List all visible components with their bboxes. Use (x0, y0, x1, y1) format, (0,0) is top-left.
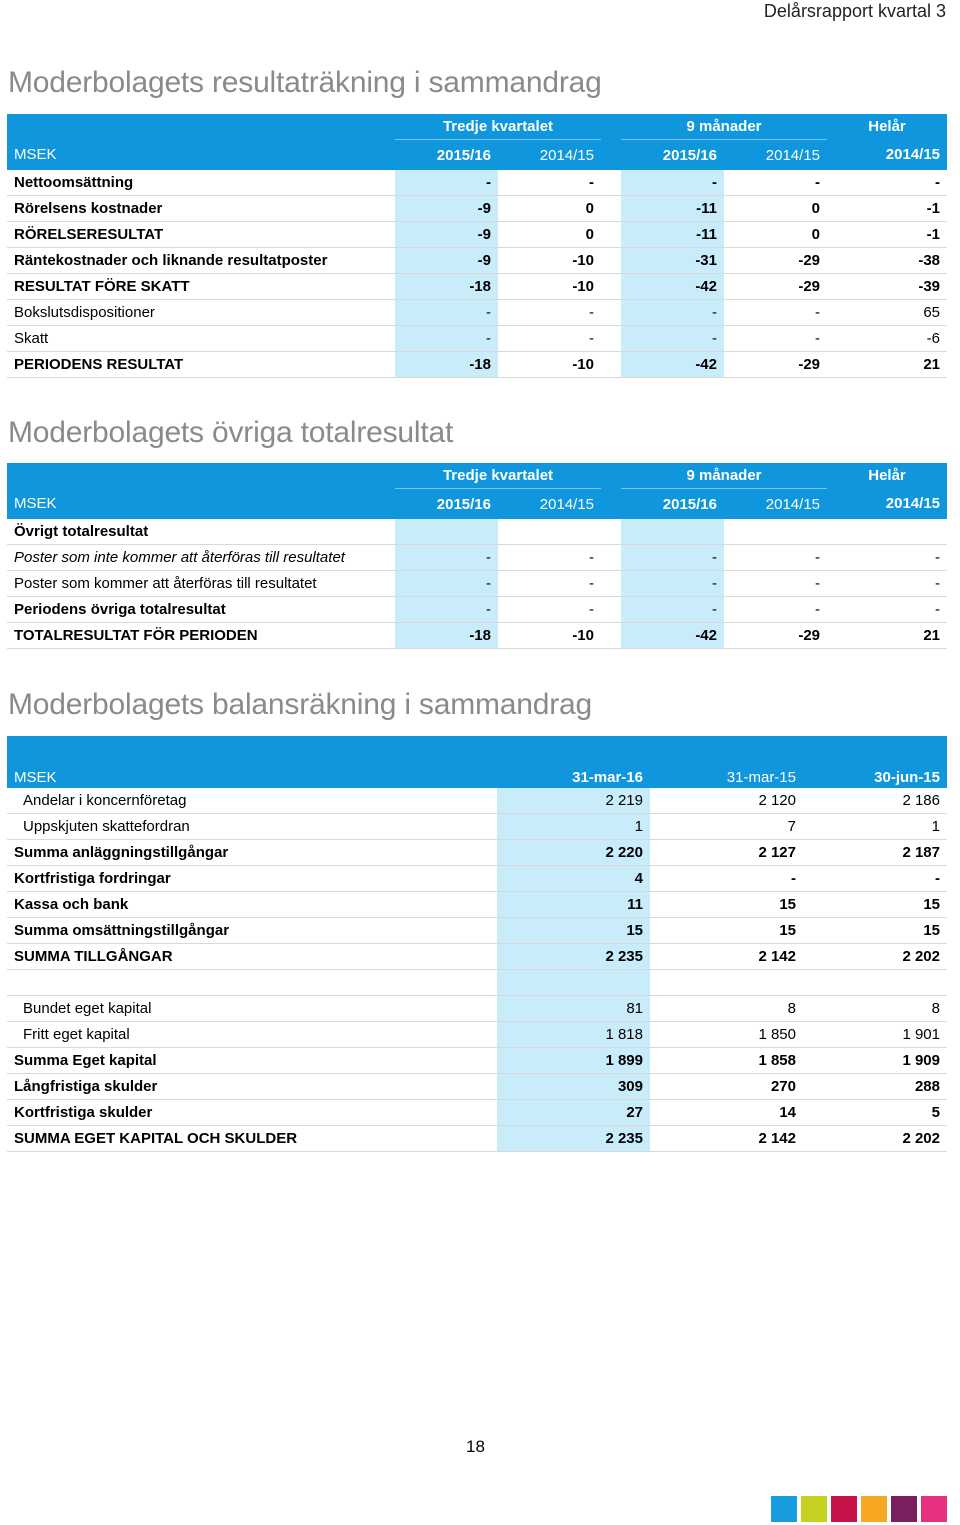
value-cell: - (395, 300, 498, 326)
value-cell: 1 (497, 814, 650, 840)
value-cell: 309 (497, 1074, 650, 1100)
row-label: Summa anläggningstillgångar (7, 840, 497, 866)
value-cell (621, 519, 724, 545)
blank-cell (601, 300, 621, 326)
value-cell: 4 (497, 866, 650, 892)
table-row (7, 840, 947, 866)
value-cell: -1 (827, 196, 947, 222)
row-label: Poster som inte kommer att återföras till resultatet (7, 545, 395, 571)
table-row (7, 866, 947, 892)
table-row (7, 996, 947, 1022)
income-group-row (7, 114, 947, 140)
value-cell: 65 (827, 300, 947, 326)
value-cell: -9 (395, 196, 498, 222)
value-cell: - (827, 545, 947, 571)
comprehensive-year-row (7, 489, 947, 520)
table-row (7, 545, 947, 571)
value-cell: - (395, 545, 498, 571)
value-cell: 0 (498, 196, 601, 222)
row-label: Kortfristiga fordringar (7, 866, 497, 892)
value-cell: -10 (498, 248, 601, 274)
blank-cell (650, 970, 803, 996)
table-row (7, 788, 947, 814)
value-cell: 15 (803, 918, 947, 944)
value-cell: -11 (621, 196, 724, 222)
blank-cell (601, 463, 621, 489)
row-label: Kassa och bank (7, 892, 497, 918)
blank-cell (601, 170, 621, 196)
value-cell: - (724, 571, 827, 597)
table-row (7, 1126, 947, 1152)
value-cell: 2 186 (803, 788, 947, 814)
value-cell: -9 (395, 222, 498, 248)
table-row (7, 170, 947, 196)
year-header: 2015/16 (395, 489, 498, 520)
blank-cell (7, 114, 395, 140)
row-label: RÖRELSERESULTAT (7, 222, 395, 248)
table-row (7, 1074, 947, 1100)
value-cell: 2 220 (497, 840, 650, 866)
value-cell: - (621, 545, 724, 571)
value-cell: - (650, 866, 803, 892)
unit-label: MSEK (7, 489, 395, 520)
balance-title: Moderbolagets balansräkning i sammandrag (8, 688, 593, 721)
row-label: Poster som kommer att återföras till resultatet (7, 571, 395, 597)
blank-cell (601, 519, 621, 545)
blank-cell (601, 545, 621, 571)
comprehensive-title: Moderbolagets övriga totalresultat (8, 416, 454, 449)
value-cell: - (621, 597, 724, 623)
brand-color-squares (771, 1496, 947, 1522)
blank-cell (601, 352, 621, 378)
value-cell: -42 (621, 352, 724, 378)
report-header: Delårsrapport kvartal 3 (763, 1, 946, 21)
year-header: 2015/16 (621, 489, 724, 520)
value-cell: -6 (827, 326, 947, 352)
value-cell: 7 (650, 814, 803, 840)
unit-label: MSEK (7, 736, 497, 788)
value-cell: -18 (395, 352, 498, 378)
table-row (7, 1100, 947, 1126)
row-label: Fritt eget kapital (7, 1022, 497, 1048)
row-label: PERIODENS RESULTAT (7, 352, 395, 378)
value-cell: -39 (827, 274, 947, 300)
unit-label: MSEK (7, 140, 395, 171)
row-label: Övrigt totalresultat (7, 519, 395, 545)
row-label: Periodens övriga totalresultat (7, 597, 395, 623)
value-cell: -31 (621, 248, 724, 274)
value-cell: 2 142 (650, 944, 803, 970)
income-table (7, 114, 947, 378)
group-header: Helår (827, 463, 947, 489)
value-cell: 5 (803, 1100, 947, 1126)
value-cell: 0 (724, 222, 827, 248)
value-cell: 8 (650, 996, 803, 1022)
value-cell (724, 519, 827, 545)
value-cell: - (827, 597, 947, 623)
year-header: 2015/16 (621, 140, 724, 171)
value-cell: -42 (621, 623, 724, 649)
value-cell: - (498, 571, 601, 597)
blank-cell (601, 222, 621, 248)
row-label: Andelar i koncernföretag (7, 788, 497, 814)
blank-cell (601, 489, 621, 520)
blank-cell (601, 623, 621, 649)
value-cell: 1 818 (497, 1022, 650, 1048)
table-row (7, 892, 947, 918)
row-label: TOTALRESULTAT FÖR PERIODEN (7, 623, 395, 649)
row-label: Långfristiga skulder (7, 1074, 497, 1100)
row-label: RESULTAT FÖRE SKATT (7, 274, 395, 300)
value-cell: -29 (724, 274, 827, 300)
value-cell: 15 (650, 892, 803, 918)
table-row (7, 274, 947, 300)
brand-square (771, 1496, 797, 1522)
date-header: 30-jun-15 (803, 736, 947, 788)
group-header: 9 månader (621, 114, 827, 140)
blank-cell (601, 326, 621, 352)
value-cell: 1 850 (650, 1022, 803, 1048)
row-label: Räntekostnader och liknande resultatposter (7, 248, 395, 274)
value-cell: - (724, 545, 827, 571)
value-cell: -29 (724, 623, 827, 649)
value-cell: 21 (827, 623, 947, 649)
value-cell: 0 (498, 222, 601, 248)
brand-square (801, 1496, 827, 1522)
table-row (7, 196, 947, 222)
blank-cell (803, 970, 947, 996)
value-cell: 2 120 (650, 788, 803, 814)
row-label: Skatt (7, 326, 395, 352)
value-cell: 15 (497, 918, 650, 944)
value-cell: 8 (803, 996, 947, 1022)
value-cell: - (498, 545, 601, 571)
table-row (7, 248, 947, 274)
balance-header-row (7, 736, 947, 788)
year-header: 2015/16 (395, 140, 498, 171)
value-cell: - (621, 326, 724, 352)
blank-cell (601, 196, 621, 222)
value-cell: -18 (395, 623, 498, 649)
year-header: 2014/15 (827, 140, 947, 171)
blank-cell (601, 571, 621, 597)
value-cell: - (724, 300, 827, 326)
value-cell: -29 (724, 352, 827, 378)
value-cell: - (395, 597, 498, 623)
income-year-row (7, 140, 947, 171)
income-title: Moderbolagets resultaträkning i sammandrag (8, 66, 602, 99)
comprehensive-table (7, 463, 947, 649)
year-header: 2014/15 (827, 489, 947, 520)
value-cell: - (621, 170, 724, 196)
value-cell: 0 (724, 196, 827, 222)
blank-cell (601, 274, 621, 300)
page-number: 18 (466, 1437, 485, 1456)
value-cell: -11 (621, 222, 724, 248)
table-row (7, 944, 947, 970)
table-row (7, 519, 947, 545)
value-cell: - (724, 170, 827, 196)
balance-table (7, 736, 947, 1152)
row-label: Bokslutsdispositioner (7, 300, 395, 326)
year-header: 2014/15 (498, 140, 601, 171)
table-row (7, 222, 947, 248)
value-cell: 2 219 (497, 788, 650, 814)
value-cell: 2 142 (650, 1126, 803, 1152)
value-cell: 15 (803, 892, 947, 918)
table-row (7, 1048, 947, 1074)
table-row (7, 300, 947, 326)
spacer-row (7, 970, 947, 996)
blank-cell (601, 597, 621, 623)
blank-cell (497, 970, 650, 996)
row-label: Rörelsens kostnader (7, 196, 395, 222)
value-cell: 1 (803, 814, 947, 840)
year-header: 2014/15 (498, 489, 601, 520)
value-cell: -10 (498, 623, 601, 649)
row-label: Summa omsättningstillgångar (7, 918, 497, 944)
table-row (7, 623, 947, 649)
value-cell: -29 (724, 248, 827, 274)
value-cell: 1 858 (650, 1048, 803, 1074)
row-label: Nettoomsättning (7, 170, 395, 196)
year-header: 2014/15 (724, 140, 827, 171)
table-row (7, 326, 947, 352)
brand-square (891, 1496, 917, 1522)
table-row (7, 814, 947, 840)
value-cell: 2 202 (803, 1126, 947, 1152)
value-cell: - (803, 866, 947, 892)
value-cell (498, 519, 601, 545)
value-cell: 1 909 (803, 1048, 947, 1074)
group-header: 9 månader (621, 463, 827, 489)
row-label: Summa Eget kapital (7, 1048, 497, 1074)
value-cell: - (827, 170, 947, 196)
blank-cell (7, 463, 395, 489)
value-cell: - (498, 326, 601, 352)
row-label: Bundet eget kapital (7, 996, 497, 1022)
value-cell: - (827, 571, 947, 597)
row-label: SUMMA TILLGÅNGAR (7, 944, 497, 970)
value-cell: 2 235 (497, 1126, 650, 1152)
value-cell: 270 (650, 1074, 803, 1100)
group-header: Tredje kvartalet (395, 463, 601, 489)
table-row (7, 352, 947, 378)
value-cell: -42 (621, 274, 724, 300)
value-cell: - (498, 597, 601, 623)
blank-cell (601, 114, 621, 140)
value-cell (827, 519, 947, 545)
value-cell: 2 127 (650, 840, 803, 866)
value-cell: 1 899 (497, 1048, 650, 1074)
value-cell: 1 901 (803, 1022, 947, 1048)
value-cell: 15 (650, 918, 803, 944)
value-cell: - (621, 571, 724, 597)
value-cell: 288 (803, 1074, 947, 1100)
brand-square (861, 1496, 887, 1522)
date-header: 31-mar-16 (497, 736, 650, 788)
table-row (7, 597, 947, 623)
value-cell: 14 (650, 1100, 803, 1126)
value-cell (395, 519, 498, 545)
table-row (7, 918, 947, 944)
value-cell: -10 (498, 274, 601, 300)
row-label: Uppskjuten skattefordran (7, 814, 497, 840)
group-header: Tredje kvartalet (395, 114, 601, 140)
value-cell: -9 (395, 248, 498, 274)
value-cell: 2 187 (803, 840, 947, 866)
group-header: Helår (827, 114, 947, 140)
year-header: 2014/15 (724, 489, 827, 520)
value-cell: 11 (497, 892, 650, 918)
value-cell: - (498, 300, 601, 326)
value-cell: 27 (497, 1100, 650, 1126)
table-row (7, 571, 947, 597)
blank-cell (601, 140, 621, 171)
value-cell: -38 (827, 248, 947, 274)
value-cell: - (395, 170, 498, 196)
value-cell: 2 202 (803, 944, 947, 970)
value-cell: - (724, 326, 827, 352)
value-cell: - (621, 300, 724, 326)
value-cell: -18 (395, 274, 498, 300)
blank-cell (7, 970, 497, 996)
value-cell: 81 (497, 996, 650, 1022)
value-cell: - (498, 170, 601, 196)
brand-square (831, 1496, 857, 1522)
blank-cell (601, 248, 621, 274)
table-row (7, 1022, 947, 1048)
value-cell: - (724, 597, 827, 623)
comprehensive-group-row (7, 463, 947, 489)
value-cell: - (395, 571, 498, 597)
date-header: 31-mar-15 (650, 736, 803, 788)
value-cell: -10 (498, 352, 601, 378)
value-cell: 21 (827, 352, 947, 378)
brand-square (921, 1496, 947, 1522)
row-label: Kortfristiga skulder (7, 1100, 497, 1126)
value-cell: - (395, 326, 498, 352)
value-cell: -1 (827, 222, 947, 248)
value-cell: 2 235 (497, 944, 650, 970)
row-label: SUMMA EGET KAPITAL OCH SKULDER (7, 1126, 497, 1152)
